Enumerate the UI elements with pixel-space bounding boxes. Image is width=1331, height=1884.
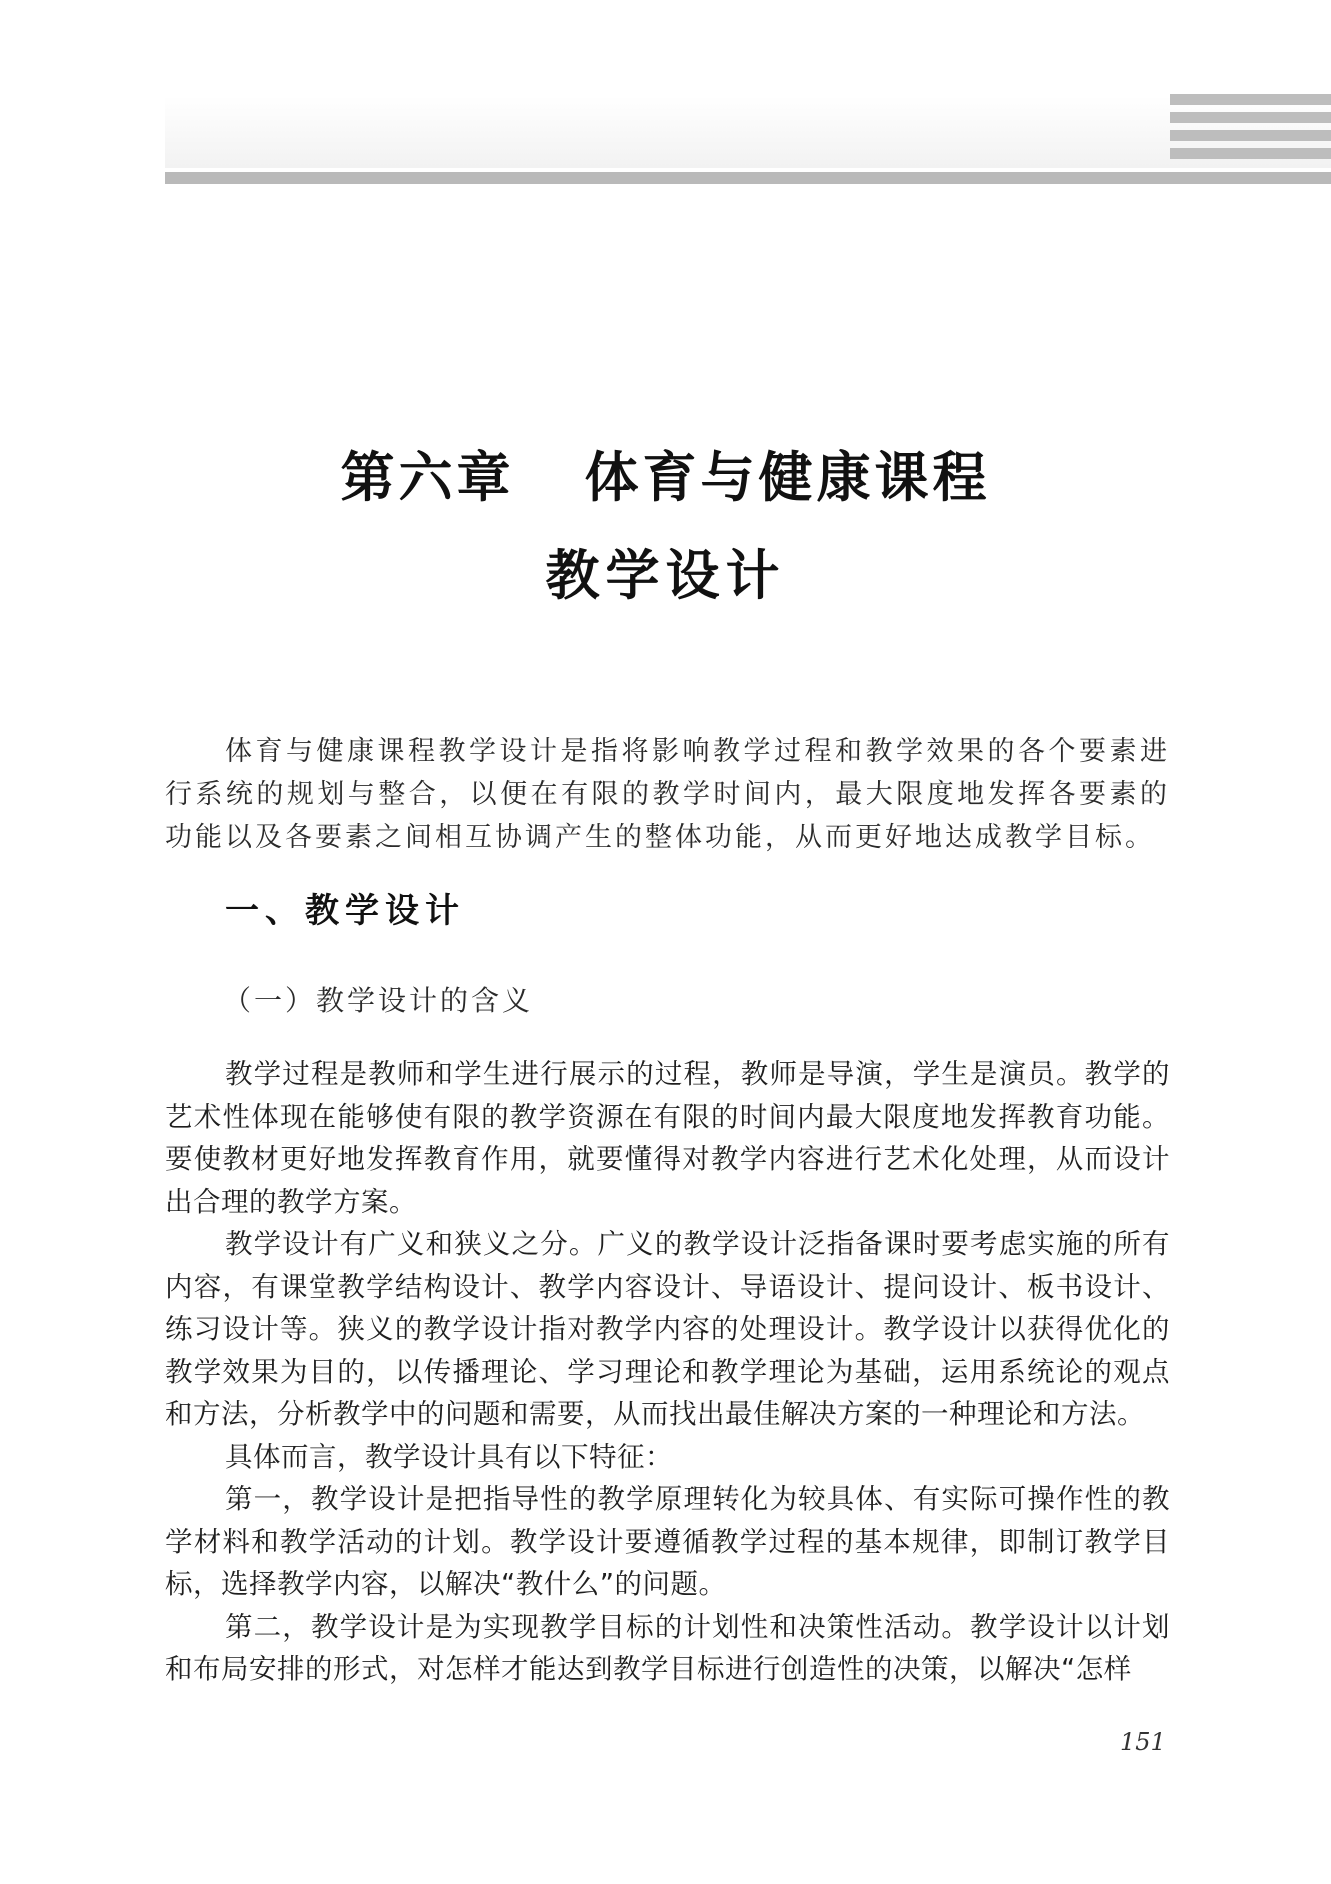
chapter-title-line1 <box>0 440 1331 516</box>
chapter-number: 第六章 <box>340 446 515 509</box>
body-paragraph: 第二，教学设计是为实现教学目标的计划性和决策性活动。教学设计以计划和布局安排的形式，对怎样才能达到教学目标进行创造性的决策，以解决“怎样 <box>165 1610 1170 1685</box>
header-rule <box>165 172 1331 184</box>
intro-paragraph: 体育与健康课程教学设计是指将影响教学过程和教学效果的各个要素进行系统的规划与整合，以便在有限的教学时间内，最大限度地发挥各要素的功能以及各要素之间相互协调产生的整体功能，从而更好地达成教学目标。 <box>165 736 1170 853</box>
page-number: 151 <box>1120 1728 1166 1756</box>
body-paragraph: 教学过程是教师和学生进行展示的过程，教师是导演，学生是演员。教学的艺术性体现在能够使有限的教学资源在有限的时间内最大限度地发挥教育功能。要使教材更好地发挥教育作用，就要懂得对教学内容进行艺术化处理，从而设计出合理的教学方案。 <box>165 1058 1170 1218</box>
header-stripe <box>1170 148 1331 159</box>
header-stripe <box>1170 112 1331 123</box>
header-stripe <box>1170 130 1331 141</box>
header-stripes <box>1170 94 1331 166</box>
chapter-title-text: 体育与健康课程 <box>584 446 991 509</box>
page-content <box>165 730 1170 1691</box>
chapter-title <box>0 440 1331 614</box>
body-paragraph: 教学设计有广义和狭义之分。广义的教学设计泛指备课时要考虑实施的所有内容，有课堂教学结构设计、教学内容设计、导语设计、提问设计、板书设计、练习设计等。狭义的教学设计指对教学内容的处理设计。教学设计以获得优化的教学效果为目的，以传播理论、学习理论和教学理论为基础，运用系统论的观点和方法，分析教学中的问题和需要，从而找出最佳解决方案的一种理论和方法。 <box>165 1228 1170 1430</box>
body-paragraph: 第一，教学设计是把指导性的教学原理转化为较具体、有实际可操作性的教学材料和教学活动的计划。教学设计要遵循教学过程的基本规律，即制订教学目标，选择教学内容，以解决“教什么”的问题。 <box>165 1483 1170 1600</box>
chapter-title-line2: 教学设计 <box>545 544 786 607</box>
header-stripe <box>1170 94 1331 105</box>
body-paragraph: 具体而言，教学设计具有以下特征： <box>225 1440 673 1473</box>
header-band <box>165 96 1331 168</box>
section-heading: 一、教学设计 <box>225 891 465 931</box>
sub-heading: （一）教学设计的含义 <box>223 984 534 1017</box>
